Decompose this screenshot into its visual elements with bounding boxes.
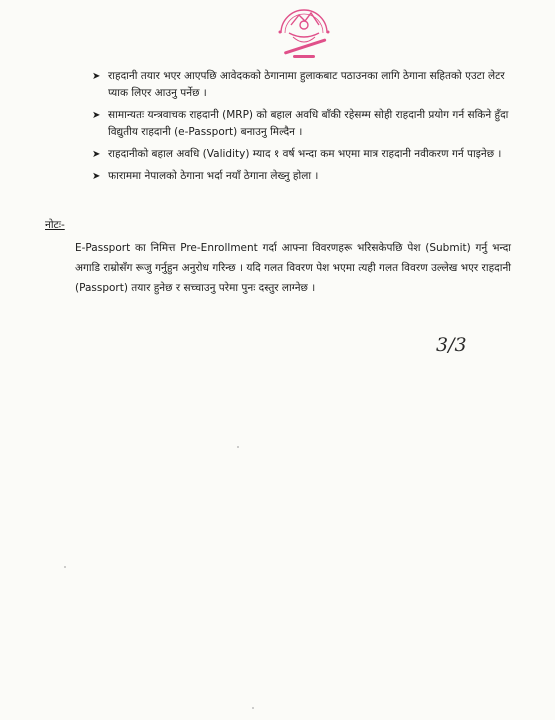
arrow-bullet-icon: ➤ [92, 171, 101, 182]
bullet-text: राहदानी तयार भएर आएपछि आवेदकको ठेगानामा हुलाकबाट पठाउनका लागि ठेगाना सहितको एउटा लेटर प्याक लिएर आउनु पर्नेछ । [108, 70, 505, 99]
note-paragraph: E-Passport का निमित्त Pre-Enrollment गर्दा आफ्ना विवरणहरू भरिसकेपछि पेश (Submit) गर्नु भन्दा अगाडि राम्रोसँग रूजु गर्नुहुन अनुरोध गरिन्छ । यदि गलत विवरण पेश भएमा त्यही गलत विवरण उल्लेख भएर राहदानी (Passport) तयार हुनेछ र सच्चाउनु परेमा पुनः दस्तुर लाग्नेछ । [75, 242, 511, 294]
page-number: 3/3 [436, 334, 467, 356]
bullet-item [92, 146, 512, 163]
bullet-item [92, 68, 512, 102]
bullet-item [92, 107, 512, 141]
arrow-bullet-icon: ➤ [92, 149, 101, 160]
bullet-item [92, 168, 512, 185]
embassy-seal-logo [271, 3, 337, 63]
arrow-bullet-icon: ➤ [92, 71, 101, 82]
note-heading: नोटः- [45, 219, 65, 231]
scan-speck [237, 446, 239, 448]
arrow-bullet-icon: ➤ [92, 110, 101, 121]
scan-speck [64, 566, 66, 568]
instruction-bullet-list [92, 68, 512, 190]
bullet-text: फाराममा नेपालको ठेगाना भर्दा नयाँ ठेगाना लेख्नु होला । [108, 170, 319, 182]
bullet-text: राहदानीको बहाल अवधि (Validity) म्याद १ वर्ष भन्दा कम भएमा मात्र राहदानी नवीकरण गर्न पाइनेछ । [108, 148, 502, 160]
scan-speck [252, 707, 254, 709]
bullet-text: सामान्यतः यन्त्रवाचक राहदानी (MRP) को बहाल अवधि बाँकी रहेसम्म सोही राहदानी प्रयोग गर्न सकिने हुँदा विद्युतीय राहदानी (e-Passport) बनाउनु मिल्दैन । [108, 109, 509, 138]
